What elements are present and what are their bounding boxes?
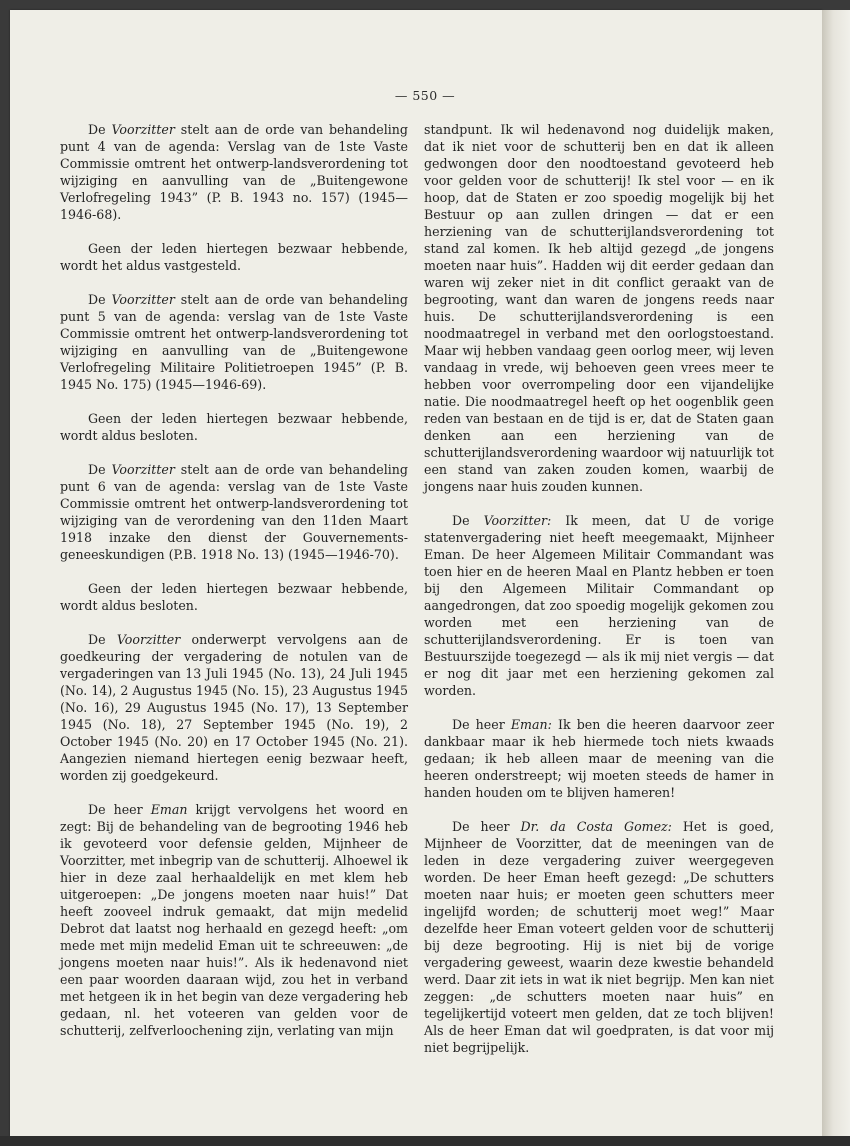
paragraph: De heer Eman: Ik ben die heeren daarvoor zeer dankbaar maar ik heb hiermede toch niets kwaads gedaan; ik heb alleen maar de meening van die heeren onderstreept; wij moeten steeds de hamer in handen houden om te blijven hameren! xyxy=(424,717,774,800)
paragraph: Geen der leden hiertegen bezwaar hebbende, wordt aldus besloten. xyxy=(60,411,408,443)
scan-border xyxy=(0,1136,850,1146)
paragraph: De Voorzitter stelt aan de orde van behandeling punt 5 van de agenda: verslag van de 1ste Vaste Commissie omtrent het ontwerp-landsverordening tot wijziging en aanvulling van de „Buitengewone Verlofregeling Militaire Politietroepen 1945” (P. B. 1945 No. 175) (1945—1946-69). xyxy=(60,292,408,392)
paragraph: Geen der leden hiertegen bezwaar hebbende, wordt het aldus vastgesteld. xyxy=(60,241,408,273)
left-column xyxy=(60,121,408,1056)
paragraph: De heer Eman krijgt vervolgens het woord en zegt: Bij de behandeling van de begrooting 1946 heb ik gevoteerd voor defensie gelden, Mijnheer de Voorzitter, met inbegrip van de schutterij. Alhoewel ik hier in deze zaal herhaaldelijk en met klem heb uitgeroepen: „De jongens moeten naar huis!” Dat heeft zooveel indruk gemaakt, dat mijn medelid Debrot dat laatst nog herhaald en gezegd heeft: „om mede met mijn medelid Eman uit te schreeuwen: „de jongens moeten naar huis!”. Als ik hedenavond niet een paar woorden daaraan wijd, zou het in verband met hetgeen ik in het begin van deze vergadering heb gedaan, nl. het voteeren van gelden voor de schutterij, zelfverloochening zijn, verlating van mijn xyxy=(60,802,409,1038)
paragraph: Geen der leden hiertegen bezwaar hebbende, wordt aldus besloten. xyxy=(60,581,408,613)
paragraph: standpunt. Ik wil hedenavond nog duidelijk maken, dat ik niet voor de schutterij ben en dat ik alleen gedwongen door den noodtoestand gevoteerd heb voor gelden voor de schutterij! Ik stel voor — en ik hoop, dat de Staten er zoo spoedig mogelijk bij het Bestuur op aan zullen dringen — dat er een herziening van de schutterijlandsverordening tot stand zal komen. Ik heb altijd gezegd „de jongens moeten naar huis”. Hadden wij dit eerder gedaan dan waren wij zeker niet in dit conflict geraakt van de begrooting, want dan waren de jongens reeds naar huis. De schutterijlandsverordening is een noodmaatregel in verband met den oorlogstoestand. Maar wij hebben vandaag geen oorlog meer, wij leven vandaag in vrede, wij behoeven geen vrees meer te hebben voor overrompeling door een vijandelijke natie. Die noodmaatregel heeft op het oogenblik geen reden van bestaan en de tijd is er, dat de Staten gaan denken aan een herziening van de schutterijlandsverordening waardoor wij natuurlijk tot een stand van zaken zouden komen, waarbij de jongens naar huis zouden kunnen. xyxy=(424,122,774,494)
page-edge xyxy=(822,10,850,1136)
paragraph: De Voorzitter onderwerpt vervolgens aan de goedkeuring der vergadering de notulen van de vergaderingen van 13 Juli 1945 (No. 13), 24 Juli 1945 (No. 14), 2 Augustus 1945 (No. 15), 23 Augustus 1945 (No. 16), 29 Augustus 1945 (No. 17), 13 September 1945 (No. 18), 27 September 1945 (No. 19), 2 October 1945 (No. 20) en 17 October 1945 (No. 21). Aangezien niemand hiertegen eenig bezwaar heeft, worden zij goedgekeurd. xyxy=(60,632,408,783)
paragraph: De Voorzitter: Ik meen, dat U de vorige statenvergadering niet heeft meegemaakt, Mijnheer Eman. De heer Algemeen Militair Commandant was toen hier en de heeren Maal en Plantz hebben er toen bij den Algemeen Militair Commandant op aangedrongen, dat zoo spoedig mogelijk gekomen zou worden met een herziening van de schutterijlandsverordening. Er is toen van Bestuurszijde toegezegd — als ik mij niet vergis — dat er nog dit jaar met een herziening gekomen zal worden. xyxy=(424,513,774,698)
right-column xyxy=(424,121,774,1073)
paragraph: De Voorzitter stelt aan de orde van behandeling punt 6 van de agenda: verslag van de 1ste Vaste Commissie omtrent het ontwerp-landsverordening tot wijziging van de verordening van den 11den Maart 1918 inzake den dienst der Gouvernements-geneeskundigen (P.B. 1918 No. 13) (1945—1946-70). xyxy=(60,462,408,562)
page-number: — 550 — xyxy=(394,88,456,103)
paragraph: De Voorzitter stelt aan de orde van behandeling punt 4 van de agenda: Verslag van de 1ste Vaste Commissie omtrent het ontwerp-landsverordening tot wijziging en aanvulling van de „Buitengewone Verlofregeling 1943” (P. B. 1943 no. 157) (1945—1946-68). xyxy=(60,122,408,222)
paragraph: De heer Dr. da Costa Gomez: Het is goed, Mijnheer de Voorzitter, dat de meeningen van de leden in deze vergadering zuiver weergegeven worden. De heer Eman heeft gezegd: „De schutters moeten naar huis; er moeten geen schutters meer ingelijfd worden; de schutterij moet weg!” Maar dezelfde heer Eman voteert gelden voor de schutterij bij deze begrooting. Hij is niet bij de vorige vergadering geweest, waarin deze kwestie behandeld werd. Daar zit iets in wat ik niet begrijp. Men kan niet zeggen: „de schutters moeten naar huis” en tegelijkertijd voteert men gelden, dat ze toch blijven! Als de heer Eman dat wil goedpraten, is dat voor mij niet begrijpelijk. xyxy=(424,819,774,1055)
